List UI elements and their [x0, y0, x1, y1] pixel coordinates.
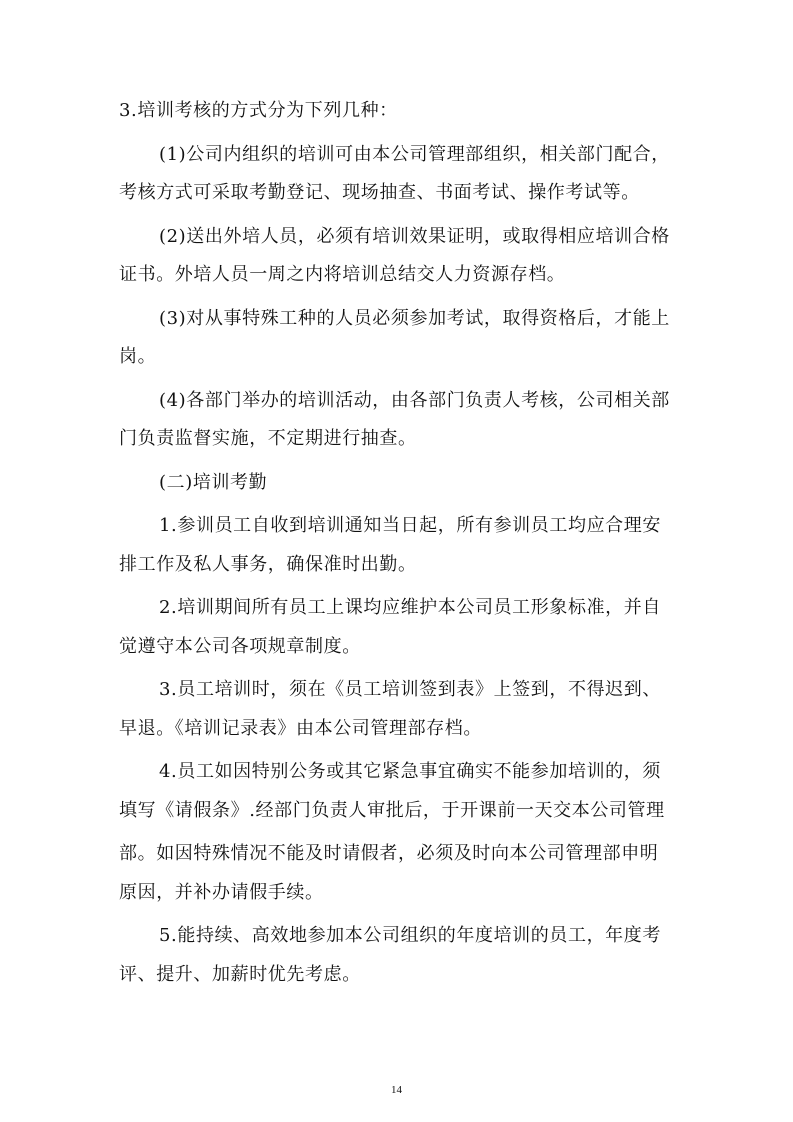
- text-line: 部。如因特殊情况不能及时请假者，必须及时向本公司管理部申明: [119, 843, 659, 864]
- text-line: (4)各部门举办的培训活动，由各部门负责人考核，公司相关部: [159, 390, 670, 411]
- text-line: 岗。: [119, 346, 157, 367]
- text-line: (2)送出外培人员，必须有培训效果证明，或取得相应培训合格: [159, 226, 670, 247]
- text-line: (3)对从事特殊工种的人员必须参加考试，取得资格后，才能上: [159, 308, 670, 329]
- text-line: 早退。《培训记录表》由本公司管理部存档。: [119, 718, 482, 739]
- text-line: 评、提升、加薪时优先考虑。: [119, 964, 361, 985]
- text-line: 3.员工培训时，须在《员工培训签到表》上签到，不得迟到、: [159, 679, 661, 700]
- text-line: 2.培训期间所有员工上课均应维护本公司员工形象标准，并自: [159, 597, 661, 618]
- page-number: 14: [391, 1084, 402, 1096]
- text-line: 5.能持续、高效地参加本公司组织的年度培训的员工，年度考: [159, 925, 661, 946]
- text-line: 4.员工如因特别公务或其它紧急事宜确实不能参加培训的，须: [159, 761, 661, 782]
- text-line: 填写《请假条》.经部门负责人审批后，于开课前一天交本公司管理: [119, 800, 665, 821]
- text-line: 觉遵守本公司各项规章制度。: [119, 636, 361, 657]
- text-line: 门负责监督实施，不定期进行抽查。: [119, 428, 417, 449]
- text-line: 证书。外培人员一周之内将培训总结交人力资源存档。: [119, 264, 566, 285]
- text-line: 排工作及私人事务，确保准时出勤。: [119, 554, 417, 575]
- section-heading: (二)培训考勤: [159, 472, 268, 493]
- text-line: 考核方式可采取考勤登记、现场抽查、书面考试、操作考试等。: [119, 182, 640, 203]
- text-line: 3.培训考核的方式分为下列几种：: [119, 100, 398, 121]
- text-line: 原因，并补办请假手续。: [119, 882, 324, 903]
- text-line: 1.参训员工自收到培训通知当日起，所有参训员工均应合理安: [159, 515, 661, 536]
- text-line: (1)公司内组织的培训可由本公司管理部组织，相关部门配合，: [159, 144, 670, 165]
